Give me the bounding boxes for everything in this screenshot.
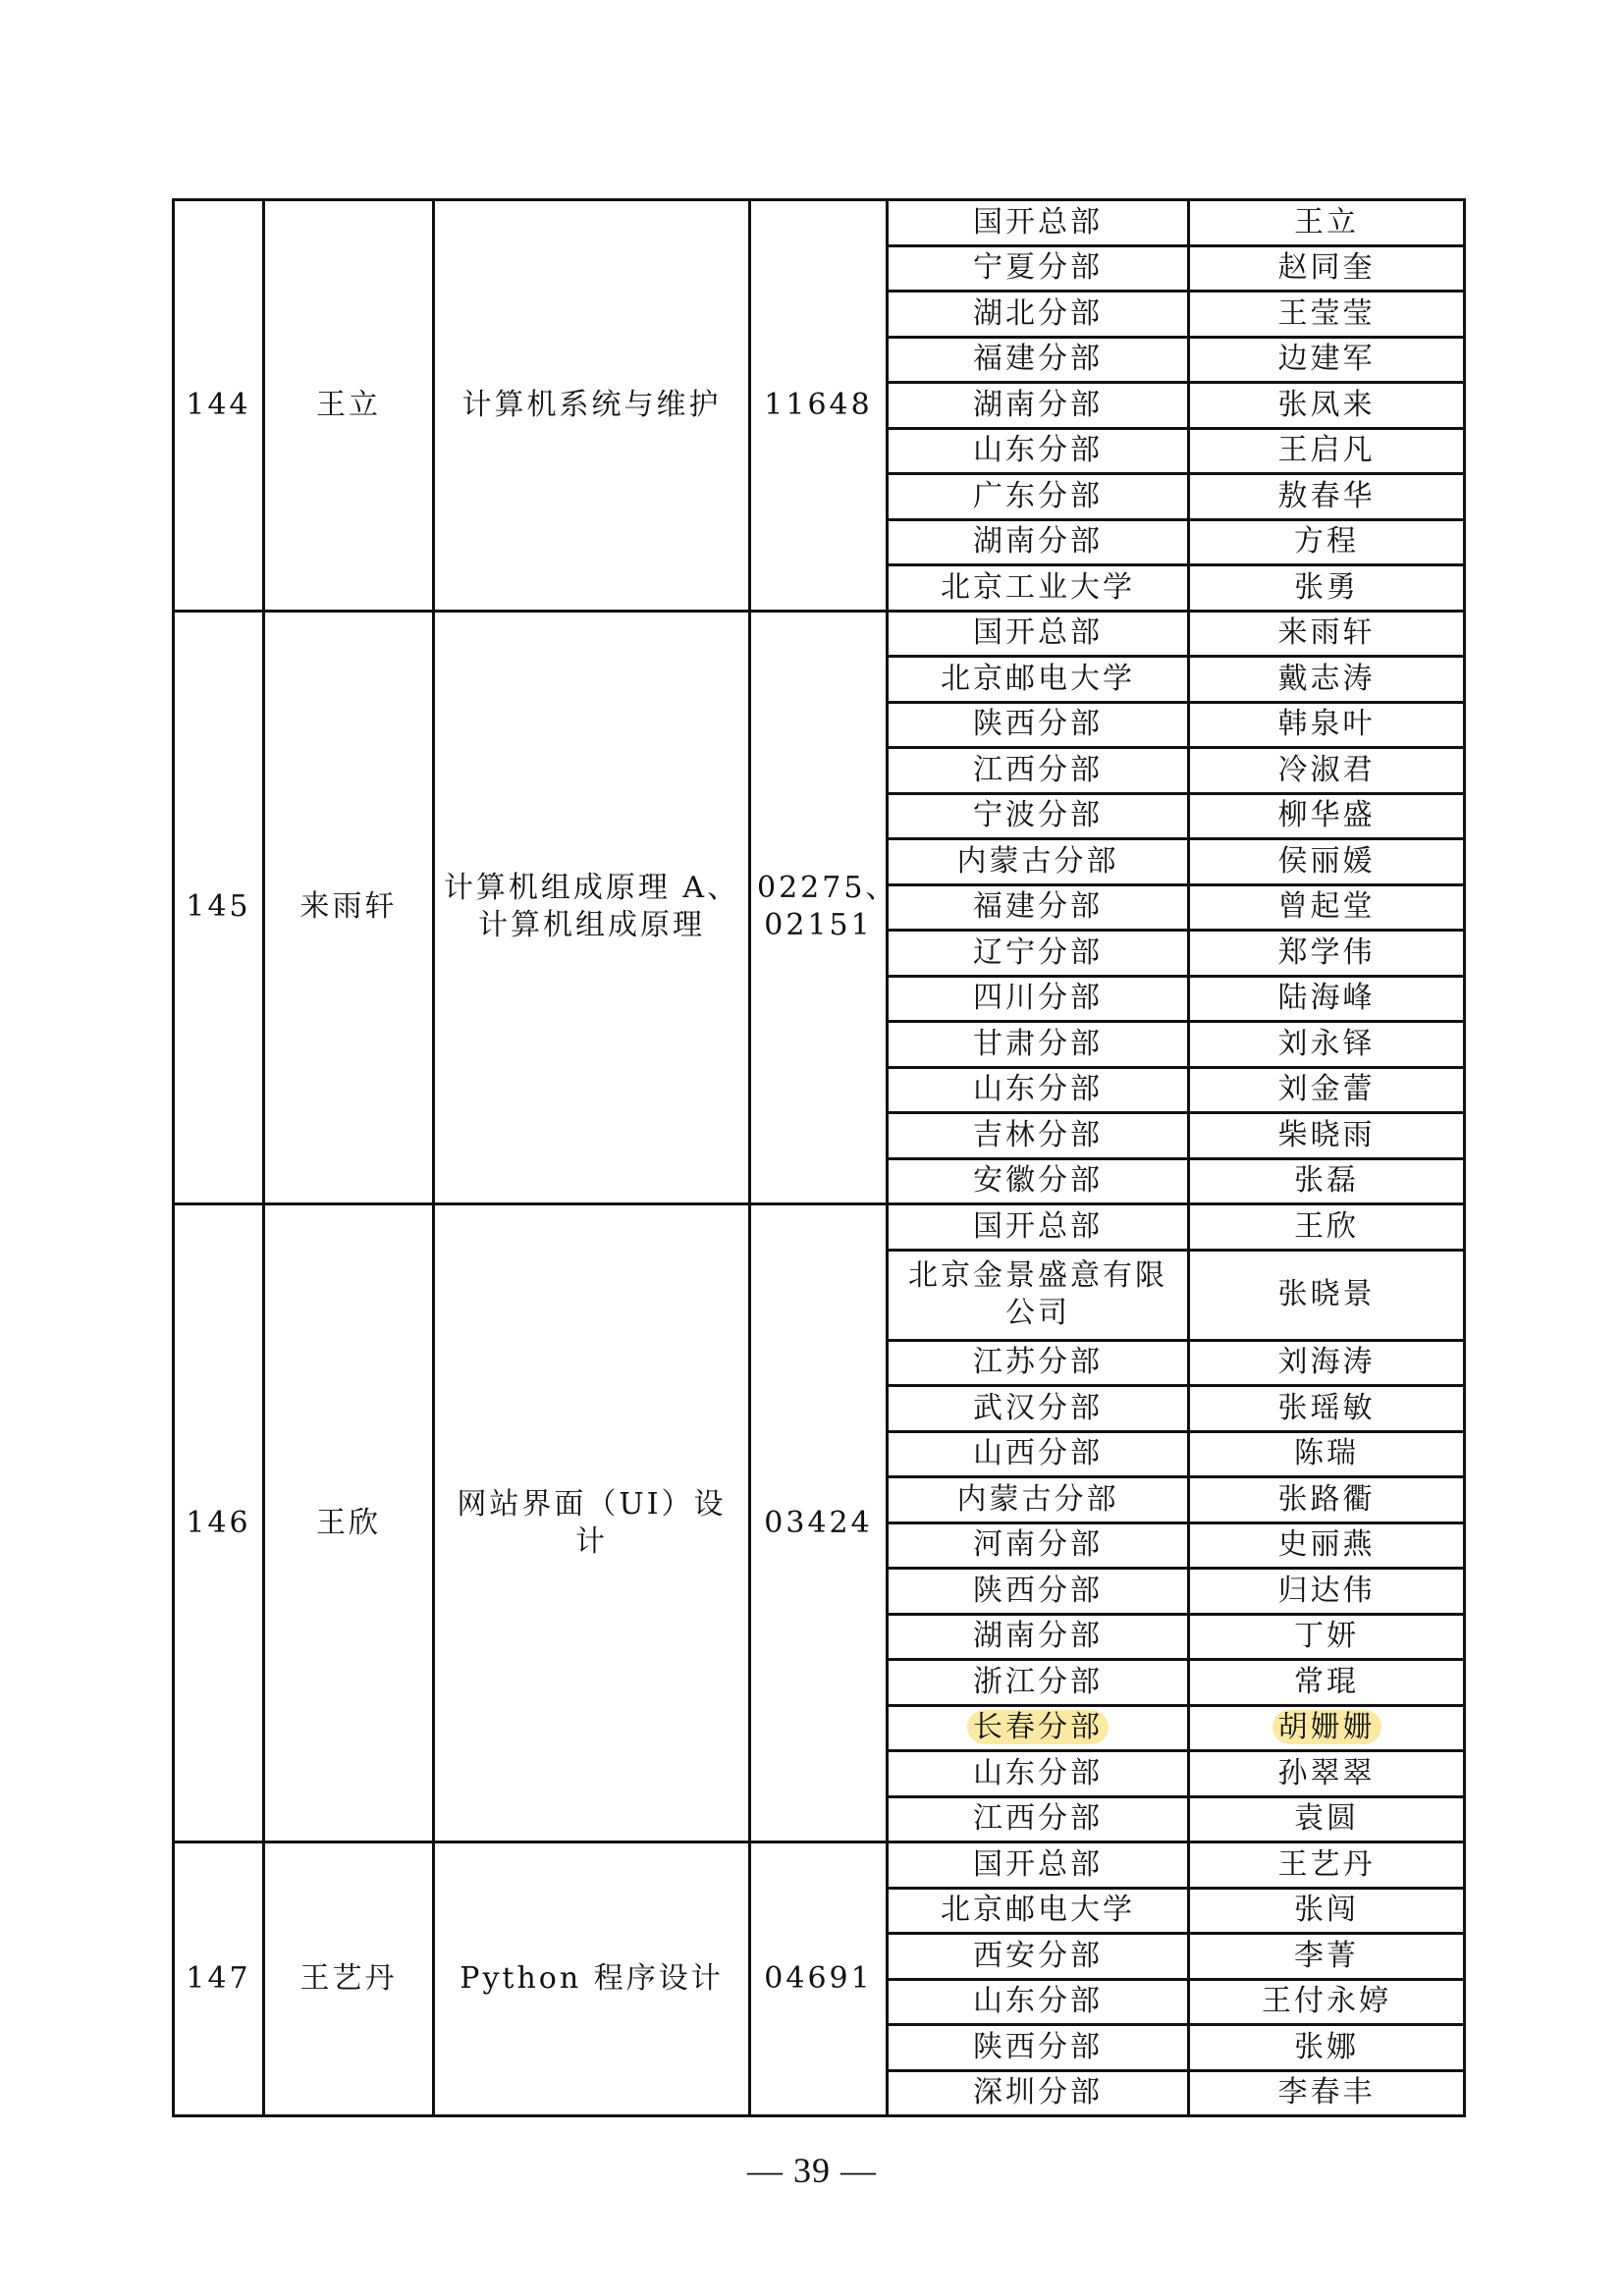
member-name [1189,1705,1465,1751]
member-unit-text: 福建分部 [973,889,1103,925]
course-code [750,1204,888,1842]
member-name [1189,1751,1465,1797]
member-unit-text: 公司 [1005,1296,1070,1330]
member-unit-text: 湖南分部 [973,1619,1103,1654]
member-unit-text: 北京邮电大学 [941,661,1135,696]
course-name-line: 网站界面（UI）设计 [457,1486,727,1559]
member-unit-text: 湖北分部 [973,295,1103,331]
member-unit-text: 国开总部 [973,1208,1103,1244]
member-unit [888,519,1189,565]
member-unit-text: 武汉分部 [973,1390,1103,1425]
page-number: — 39 — [747,2151,877,2190]
member-unit-text: 西安分部 [973,1938,1103,1973]
member-unit [888,976,1189,1022]
member-name-text: 李春丰 [1277,2075,1376,2110]
member-unit-text: 深圳分部 [973,2075,1103,2110]
member-name [1189,657,1465,703]
member-name [1189,1113,1465,1159]
member-unit-line [894,1983,1181,2020]
member-unit-text: 江苏分部 [973,1345,1103,1380]
member-unit-text: 山东分部 [973,1984,1103,2019]
table-row [174,611,1465,657]
member-name [1189,1614,1465,1660]
member-unit-line [894,1892,1181,1929]
member-name [1189,1888,1465,1934]
member-unit-line [894,341,1181,378]
course-code-line: 04691 [764,1961,873,1996]
member-unit-text: 浙江分部 [973,1664,1103,1699]
member-unit-text: 陕西分部 [973,1573,1103,1608]
member-name [1189,383,1465,429]
member-name [1189,1340,1465,1386]
member-name-text: 李菁 [1294,1938,1359,1973]
member-unit [888,565,1189,612]
member-name-text: 冷淑君 [1277,752,1376,787]
course-name-line: 计算机组成原理 A、 [443,871,740,906]
course-code-line: 02151 [764,908,873,943]
member-name [1189,1842,1465,1889]
member-unit-line [894,1344,1181,1381]
member-unit-text: 湖南分部 [973,387,1103,422]
member-name-text: 侯丽媛 [1277,843,1376,879]
member-name [1189,1204,1465,1251]
member-name-text: 戴志涛 [1277,661,1376,696]
group-leader: 来雨轩 [264,611,434,1204]
member-unit-line [894,980,1181,1017]
member-unit-line [894,2074,1181,2111]
member-unit-line [894,888,1181,926]
member-name-text: 袁圆 [1294,1801,1359,1837]
member-unit-text: 北京工业大学 [941,569,1135,605]
member-unit-text: 山东分部 [973,1755,1103,1790]
member-name-text: 边建军 [1277,342,1376,377]
course-name [434,1204,750,1842]
member-unit [888,702,1189,748]
member-unit [888,1614,1189,1660]
member-name-text: 郑学伟 [1277,934,1376,970]
member-name-text: 刘永铎 [1277,1026,1376,1061]
member-unit [888,793,1189,839]
group-leader: 王立 [264,200,434,612]
member-unit-text: 湖南分部 [973,524,1103,560]
member-name [1189,1660,1465,1706]
member-unit-text: 内蒙古分部 [956,1481,1119,1517]
group-leader: 王艺丹 [264,1842,434,2116]
course-name [434,611,750,1204]
member-name [1189,884,1465,931]
member-unit [888,1842,1189,1889]
member-unit [888,1796,1189,1842]
member-unit [888,1888,1189,1934]
member-name [1189,428,1465,474]
table-row [174,200,1465,246]
member-name-text: 孙翠翠 [1277,1755,1376,1790]
member-name [1189,474,1465,520]
member-unit-text: 四川分部 [973,981,1103,1016]
member-name [1189,565,1465,612]
member-unit-text: 山东分部 [973,1072,1103,1107]
member-name [1189,1934,1465,1980]
member-unit [888,1660,1189,1706]
member-name [1189,1386,1465,1432]
member-name-text: 王艺丹 [1277,1846,1376,1882]
member-name [1189,1431,1465,1477]
member-unit [888,931,1189,977]
member-unit-line [894,706,1181,743]
member-unit-line [894,1026,1181,1063]
member-unit [888,1569,1189,1615]
member-name-text: 胡姗姗 [1272,1710,1381,1744]
member-name-text: 来雨轩 [1277,615,1376,651]
member-unit-line [894,204,1181,241]
member-name-text: 韩泉叶 [1277,707,1376,742]
group-number: 144 [174,200,264,612]
member-unit [888,657,1189,703]
member-unit-line [894,1390,1181,1427]
member-unit-text: 国开总部 [973,204,1103,240]
member-unit-line [894,478,1181,515]
member-unit-line [894,295,1181,333]
member-name-text: 张瑶敏 [1277,1390,1376,1425]
member-unit [888,1340,1189,1386]
member-unit-text: 北京邮电大学 [941,1893,1135,1928]
member-unit-text: 山东分部 [973,433,1103,468]
member-unit [888,428,1189,474]
member-name-text: 丁妍 [1294,1619,1359,1654]
member-name [1189,1477,1465,1523]
member-name-text: 张凤来 [1277,387,1376,422]
member-unit-text: 广东分部 [973,478,1103,513]
member-unit-line [894,661,1181,698]
member-unit-line [894,1295,1181,1332]
member-name-text: 王付永婷 [1262,1984,1391,2019]
member-unit-text: 安徽分部 [973,1163,1103,1199]
member-unit-line [894,1435,1181,1472]
member-name [1189,1796,1465,1842]
roster-table [172,198,1466,2117]
member-unit-line [894,1618,1181,1655]
member-name-text: 柴晓雨 [1277,1117,1376,1152]
member-name-text: 赵同奎 [1277,250,1376,286]
member-unit-line [894,843,1181,881]
member-unit [888,1158,1189,1204]
member-unit [888,1250,1189,1340]
member-name-text: 陆海峰 [1277,981,1376,1016]
group-number: 147 [174,1842,264,2116]
member-name-text: 敖春华 [1277,478,1376,513]
member-unit [888,1113,1189,1159]
course-code-line: 03424 [764,1505,873,1540]
member-name-text: 张娜 [1294,2029,1359,2064]
member-unit-line [894,752,1181,789]
member-unit [888,337,1189,383]
member-unit-line [894,2029,1181,2066]
member-unit-line [894,614,1181,652]
course-name-line: 计算机系统与维护 [461,387,722,422]
member-name-text: 柳华盛 [1277,798,1376,833]
group-leader: 王欣 [264,1204,434,1842]
member-name [1189,1158,1465,1204]
member-name [1189,1979,1465,2025]
member-unit-text: 江西分部 [973,1801,1103,1837]
member-name-text: 张闯 [1294,1893,1359,1928]
member-unit-text: 山西分部 [973,1436,1103,1471]
member-unit-line [894,934,1181,972]
member-unit [888,1477,1189,1523]
member-unit-text: 辽宁分部 [973,934,1103,970]
member-unit [888,1386,1189,1432]
member-unit-line [894,1755,1181,1792]
member-unit [888,1431,1189,1477]
member-unit-text: 宁夏分部 [973,250,1103,286]
member-unit-text: 北京金景盛意有限 [908,1258,1167,1293]
member-unit [888,748,1189,794]
course-code [750,1842,888,2116]
member-unit-line [894,1481,1181,1519]
member-unit-line [894,523,1181,561]
member-unit [888,1934,1189,1980]
member-unit-line [894,249,1181,287]
member-unit [888,474,1189,520]
member-unit-text: 河南分部 [973,1527,1103,1563]
member-name [1189,1067,1465,1113]
member-unit [888,292,1189,338]
member-unit-text: 陕西分部 [973,707,1103,742]
member-unit [888,1522,1189,1569]
member-unit [888,1204,1189,1251]
course-name-line: Python 程序设计 [460,1961,724,1996]
course-code-line: 02275、 [757,871,898,906]
member-unit [888,1067,1189,1113]
member-name [1189,1022,1465,1068]
roster-body [174,200,1465,2116]
member-unit-text: 国开总部 [973,615,1103,651]
member-unit-line [894,1162,1181,1200]
member-name [1189,748,1465,794]
member-unit-line [894,1938,1181,1975]
member-unit-line [894,1526,1181,1564]
member-name [1189,245,1465,292]
member-name [1189,839,1465,885]
member-unit-line [894,1800,1181,1838]
member-unit-text: 江西分部 [973,752,1103,787]
member-name [1189,1250,1465,1340]
member-name-text: 归达伟 [1277,1573,1376,1608]
member-name [1189,2070,1465,2116]
table-row [174,1842,1465,1889]
member-unit-text: 陕西分部 [973,2029,1103,2064]
member-name [1189,200,1465,246]
member-unit [888,1979,1189,2025]
member-unit-text: 吉林分部 [973,1117,1103,1152]
course-name [434,200,750,612]
member-name [1189,931,1465,977]
member-name-text: 王莹莹 [1277,295,1376,331]
member-unit [888,1751,1189,1797]
course-name-line: 计算机组成原理 [478,908,705,943]
member-unit-line [894,1573,1181,1610]
member-name-text: 张路衢 [1277,1481,1376,1517]
member-unit-text: 甘肃分部 [973,1026,1103,1061]
member-unit-line [894,1257,1181,1295]
member-unit [888,611,1189,657]
course-name [434,1842,750,2116]
member-unit-text: 长春分部 [967,1710,1109,1744]
course-code-line: 11648 [764,387,873,422]
member-unit [888,884,1189,931]
member-name [1189,1569,1465,1615]
table-row [174,1204,1465,1251]
member-name [1189,1522,1465,1569]
member-name [1189,702,1465,748]
group-number: 145 [174,611,264,1204]
member-name-text: 史丽燕 [1277,1527,1376,1563]
member-name-text: 方程 [1294,524,1359,560]
member-name [1189,292,1465,338]
member-name-text: 王启凡 [1277,433,1376,468]
member-unit-text: 内蒙古分部 [956,843,1119,879]
member-name-text: 曾起堂 [1277,889,1376,925]
member-unit [888,1705,1189,1751]
member-unit [888,245,1189,292]
member-name [1189,793,1465,839]
member-unit-line [894,1846,1181,1884]
member-name [1189,337,1465,383]
member-unit [888,383,1189,429]
member-unit [888,2070,1189,2116]
member-name-text: 陈瑞 [1294,1436,1359,1471]
member-name [1189,611,1465,657]
member-unit-line [894,387,1181,424]
member-name-text: 王立 [1294,204,1359,240]
member-unit-line [894,569,1181,607]
member-unit [888,2025,1189,2071]
member-unit [888,839,1189,885]
member-name [1189,519,1465,565]
member-name-text: 常琨 [1294,1664,1359,1699]
member-name [1189,976,1465,1022]
member-unit-line [894,1208,1181,1246]
member-unit-text: 国开总部 [973,1846,1103,1882]
member-unit-line [894,1117,1181,1154]
member-unit-line [894,1071,1181,1108]
member-unit-line [894,432,1181,469]
member-name-text: 刘海涛 [1277,1345,1376,1380]
member-unit-line [894,1709,1181,1746]
member-name-text: 张勇 [1294,569,1359,605]
course-code [750,200,888,612]
course-code [750,611,898,1204]
group-number: 146 [174,1204,264,1842]
member-name-text: 张磊 [1294,1163,1359,1199]
member-name-text: 王欣 [1294,1208,1359,1244]
member-unit [888,1022,1189,1068]
member-unit [888,200,1189,246]
member-unit-text: 福建分部 [973,342,1103,377]
member-unit-line [894,1664,1181,1701]
member-unit-line [894,797,1181,834]
member-name-text: 刘金蕾 [1277,1072,1376,1107]
member-name-text: 张晓景 [1277,1277,1376,1311]
member-name [1189,2025,1465,2071]
member-unit-text: 宁波分部 [973,798,1103,833]
